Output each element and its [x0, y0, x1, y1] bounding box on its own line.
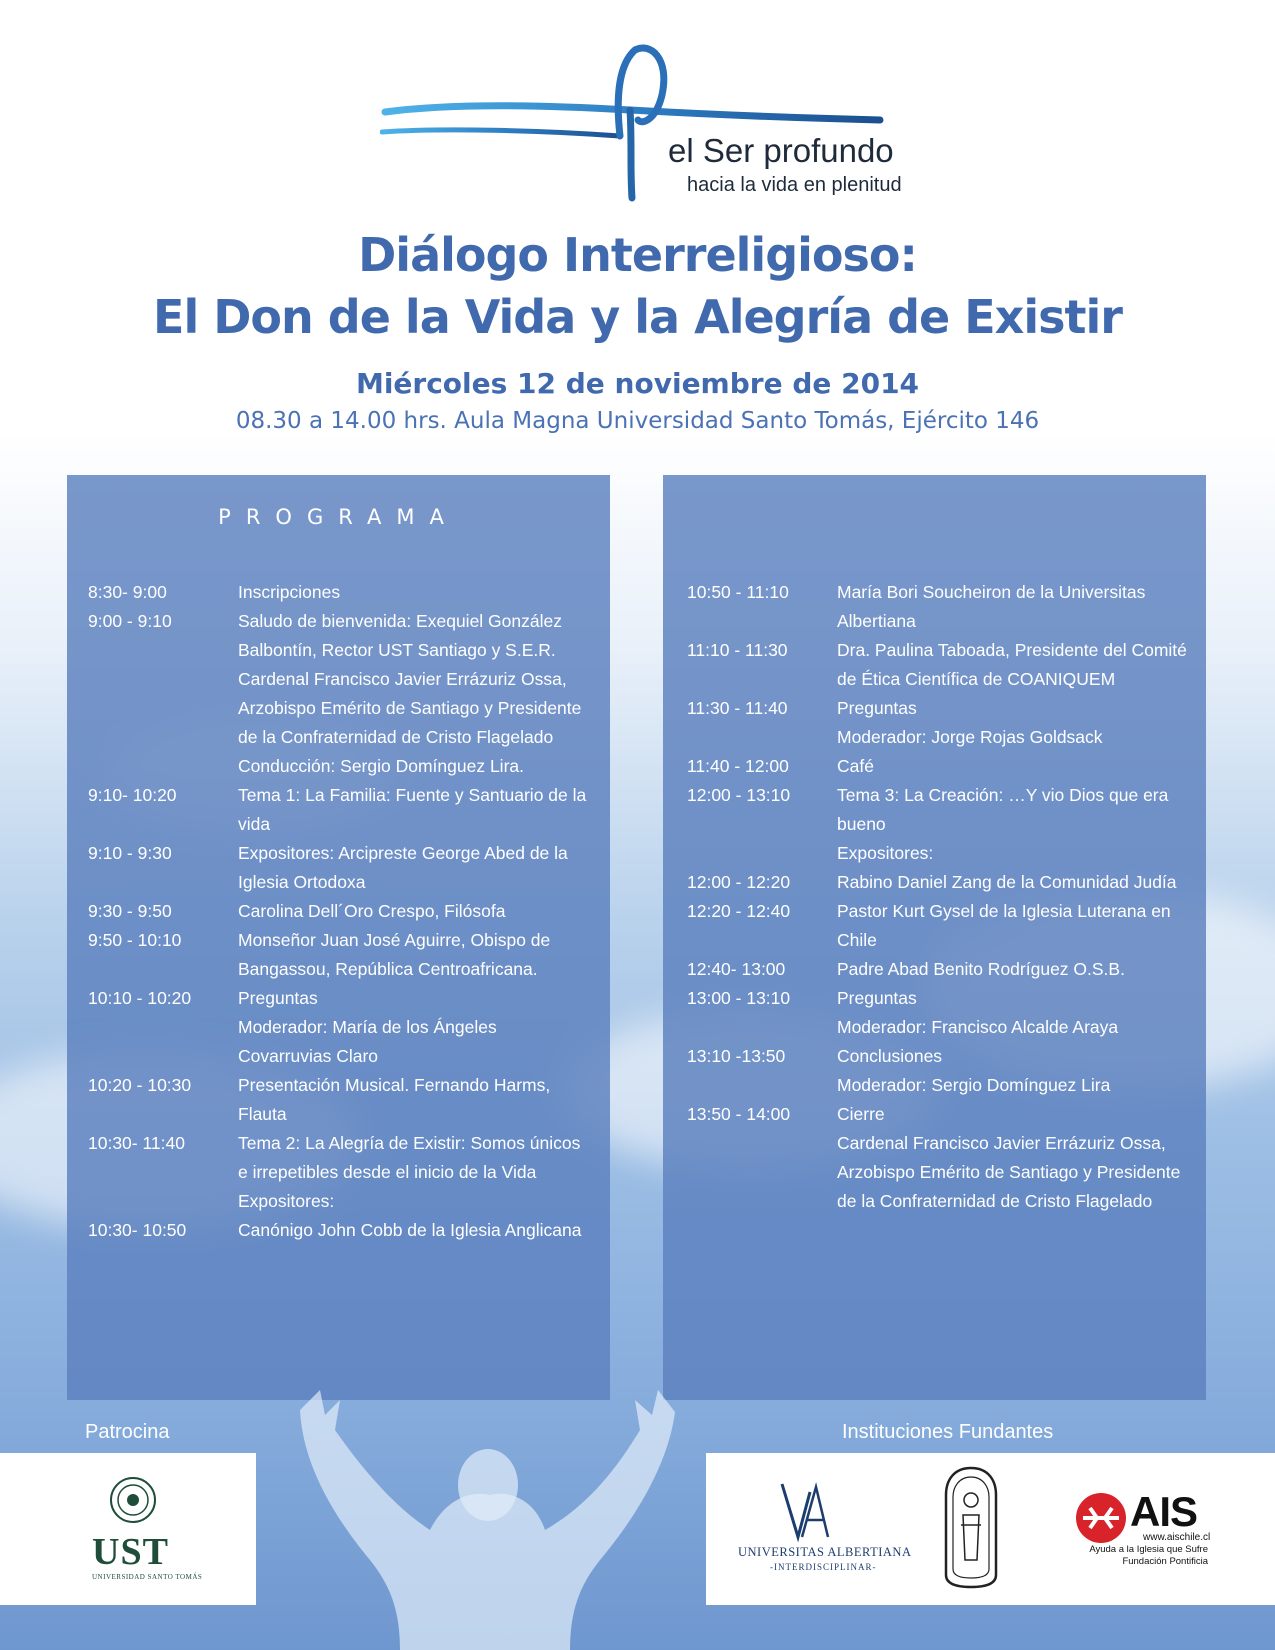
ais-cross-logo-icon — [1075, 1492, 1127, 1544]
program-time: 10:30- 10:50 — [88, 1220, 187, 1240]
program-time: 12:40- 13:00 — [687, 959, 786, 979]
program-description: Preguntas — [837, 988, 917, 1008]
program-row — [663, 781, 1206, 839]
program-row — [663, 897, 1206, 955]
program-time: 10:20 - 10:30 — [88, 1075, 192, 1095]
program-time: 12:00 - 13:10 — [687, 785, 791, 805]
program-row — [663, 1042, 1206, 1071]
program-description: Moderador: Sergio Domínguez Lira — [837, 1075, 1111, 1095]
event-date: Miércoles 12 de noviembre de 2014 — [355, 367, 920, 400]
universitas-albertiana-name: UNIVERSITAS ALBERTIANA — [738, 1545, 912, 1559]
program-time: 9:00 - 9:10 — [88, 611, 172, 631]
program-description: Preguntas — [238, 988, 318, 1008]
program-description: Expositores: Arcipreste George Abed de la Iglesia Ortodoxa — [238, 843, 568, 892]
program-row — [663, 1129, 1206, 1216]
program-row — [663, 1071, 1206, 1100]
program-description: Café — [837, 756, 874, 776]
program-time: 11:30 - 11:40 — [687, 698, 788, 718]
program-row — [67, 607, 610, 752]
program-description: Conclusiones — [837, 1046, 943, 1066]
program-row — [663, 984, 1206, 1013]
program-description: Rabino Daniel Zang de la Comunidad Judía — [837, 872, 1177, 892]
program-row — [67, 578, 610, 607]
program-description: Canónigo John Cobb de la Iglesia Anglicana — [238, 1220, 582, 1240]
ais-tagline-1: Ayuda a la Iglesia que Sufre — [1089, 1544, 1208, 1555]
program-time: 9:10 - 9:30 — [88, 843, 172, 863]
program-row — [663, 839, 1206, 868]
program-time: 9:50 - 10:10 — [88, 930, 182, 950]
program-description: Expositores: — [837, 843, 934, 863]
program-description: Conducción: Sergio Domínguez Lira. — [238, 756, 524, 776]
program-time: 10:50 - 11:10 — [687, 582, 789, 602]
event-title-line1: Diálogo Interreligioso: — [358, 228, 917, 282]
program-row — [67, 1129, 610, 1187]
program-description: Expositores: — [238, 1191, 335, 1211]
raised-arms-silhouette — [280, 1390, 700, 1650]
program-list-right — [663, 578, 1206, 1216]
program-row — [663, 868, 1206, 897]
program-row — [67, 926, 610, 984]
ust-seal-icon — [108, 1475, 158, 1525]
program-row — [67, 1187, 610, 1216]
ust-logo-text: UST — [92, 1531, 169, 1573]
program-row — [663, 723, 1206, 752]
program-description: Padre Abad Benito Rodríguez O.S.B. — [837, 959, 1125, 979]
program-panel-right — [663, 475, 1206, 1400]
program-time: 9:30 - 9:50 — [88, 901, 172, 921]
program-description: María Bori Soucheiron de la Universitas Albertiana — [837, 582, 1146, 631]
program-row — [67, 897, 610, 926]
program-description: Saludo de bienvenida: Exequiel González Balbontín, Rector UST Santiago y S.E.R. Cardenal Francisco Javier Errázuriz Ossa, Arzobispo Emérito de Santiago y Presidente de la Confraternidad de Cristo Flagelado — [238, 611, 582, 747]
program-description: Cardenal Francisco Javier Errázuriz Ossa, Arzobispo Emérito de Santiago y Presidente de la Confraternidad de Cristo Flagelado — [837, 1133, 1181, 1211]
program-row — [663, 955, 1206, 984]
program-row — [67, 1216, 610, 1245]
program-description: Pastor Kurt Gysel de la Iglesia Luterana en Chile — [837, 901, 1171, 950]
logo-title: el Ser profundo — [668, 132, 894, 169]
program-time: 13:00 - 13:10 — [687, 988, 791, 1008]
event-place: 08.30 a 14.00 hrs. Aula Magna Universidad Santo Tomás, Ejército 146 — [235, 408, 1040, 434]
program-description: Monseñor Juan José Aguirre, Obispo de Bangassou, República Centroafricana. — [238, 930, 551, 979]
program-description: Tema 3: La Creación: …Y vio Dios que era bueno — [837, 785, 1169, 834]
program-description: Tema 1: La Familia: Fuente y Santuario de la vida — [238, 785, 587, 834]
program-row — [663, 1100, 1206, 1129]
program-description: Tema 2: La Alegría de Existir: Somos únicos e irrepetibles desde el inicio de la Vida — [238, 1133, 581, 1182]
program-row — [67, 1013, 610, 1071]
program-description: Moderador: Jorge Rojas Goldsack — [837, 727, 1103, 747]
program-row — [663, 752, 1206, 781]
program-description: Moderador: Francisco Alcalde Araya — [837, 1017, 1119, 1037]
universitas-albertiana-logo-icon — [780, 1482, 830, 1542]
event-title-line2: El Don de la Vida y la Alegría de Existir — [153, 290, 1122, 344]
program-description: Cierre — [837, 1104, 885, 1124]
program-description: Inscripciones — [238, 582, 341, 602]
program-row — [663, 694, 1206, 723]
program-description: Presentación Musical. Fernando Harms, Flauta — [238, 1075, 551, 1124]
ust-logo-subtitle: UNIVERSIDAD SANTO TOMÁS — [92, 1573, 203, 1581]
program-row — [663, 1013, 1206, 1042]
universitas-albertiana-subtitle: -INTERDISCIPLINAR- — [770, 1562, 877, 1572]
ais-website: www.aischile.cl — [1143, 1532, 1211, 1543]
program-row — [67, 984, 610, 1013]
program-time: 11:40 - 12:00 — [687, 756, 789, 776]
program-time: 12:20 - 12:40 — [687, 901, 791, 921]
program-row — [663, 636, 1206, 694]
program-title: PROGRAMA — [218, 505, 459, 529]
program-row — [67, 781, 610, 839]
program-row — [67, 1071, 610, 1129]
program-panel-left — [67, 475, 610, 1400]
ais-logo-text: AIS — [1130, 1488, 1198, 1535]
program-time: 11:10 - 11:30 — [687, 640, 788, 660]
program-time: 13:10 -13:50 — [687, 1046, 786, 1066]
program-time: 10:10 - 10:20 — [88, 988, 192, 1008]
program-time: 12:00 - 12:20 — [687, 872, 791, 892]
program-time: 9:10- 10:20 — [88, 785, 177, 805]
confraternidad-seal-icon — [943, 1465, 999, 1590]
institutions-label: Instituciones Fundantes — [842, 1421, 1054, 1443]
program-row — [67, 839, 610, 897]
program-time: 13:50 - 14:00 — [687, 1104, 791, 1124]
ais-tagline-2: Fundación Pontificia — [1122, 1556, 1208, 1567]
program-description: Dra. Paulina Taboada, Presidente del Comité de Ética Científica de COANIQUEM — [837, 640, 1187, 689]
program-time: 10:30- 11:40 — [88, 1133, 185, 1153]
program-list-left — [67, 578, 610, 1245]
program-row — [663, 578, 1206, 636]
logo-subtitle: hacia la vida en plenitud — [687, 174, 902, 196]
program-description: Moderador: María de los Ángeles Covarruvias Claro — [238, 1017, 497, 1066]
program-row — [67, 752, 610, 781]
program-description: Preguntas — [837, 698, 917, 718]
program-description: Carolina Dell´Oro Crespo, Filósofa — [238, 901, 506, 921]
sponsor-label: Patrocina — [85, 1421, 170, 1443]
program-time: 8:30- 9:00 — [88, 582, 167, 602]
